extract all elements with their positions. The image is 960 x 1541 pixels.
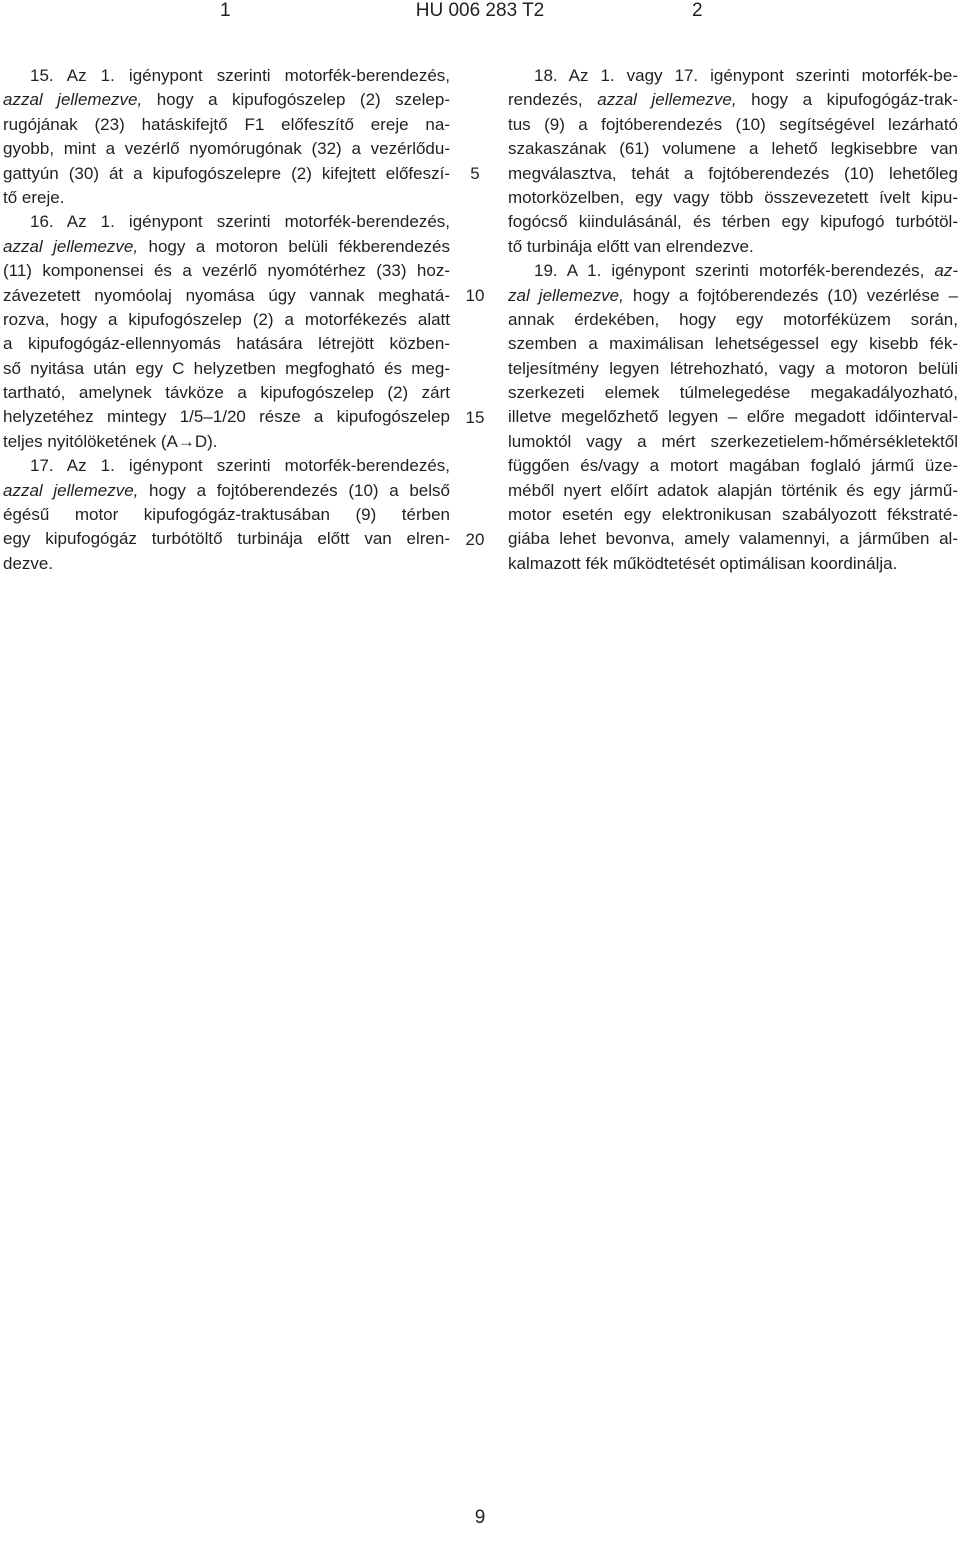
claim-line: tartható, amelynek távköze a kipufogószelep (2) zárt (3, 383, 450, 403)
claim-line: rugójának (23) hatáskifejtő F1 előfeszítő ereje na- (3, 114, 450, 134)
claim-line: teljes nyitólöketének (A→D). (3, 431, 218, 451)
claim-line: illetve megelőzhető legyen – előre megadott időinterval- (508, 407, 958, 427)
header-page-right: 2 (692, 0, 703, 21)
claim-line: függően és/vagy a motort magában foglaló jármű üze- (508, 456, 958, 476)
header-page-left: 1 (220, 0, 231, 21)
footer-page-number: 9 (474, 1507, 486, 1528)
claim-line: 16. Az 1. igénypont szerinti motorfék-berendezés, (30, 212, 450, 232)
claim-line: tus (9) a fojtóberendezés (10) segítségével lezárható (508, 114, 958, 134)
claim-line: motor esetén egy elektronikusan szabályozott fékstraté- (508, 505, 958, 525)
claim-line: giába lehet bevonva, amely valamennyi, a járműben al- (508, 529, 958, 549)
claim-line: ső nyitása után egy C helyzetben megfogható és meg- (3, 358, 450, 378)
claim-line: gattyún (30) át a kipufogószelepre (2) kifejtett előfeszí- (3, 163, 450, 183)
claim-line: szakaszának (61) volumene a lehető legkisebbre van (508, 139, 958, 159)
right-column (508, 64, 958, 576)
claim-line: gyobb, mint a vezérlő nyomórugónak (32) a vezérlődu- (3, 139, 450, 159)
claim-line: méből nyert előírt adatok alapján történik és egy jármű- (508, 480, 958, 500)
claim-line: 18. Az 1. vagy 17. igénypont szerinti motorfék-be- (534, 66, 958, 85)
claim-line: lumoktól vagy a mért szerkezetielem-hőmérsékletektől (508, 431, 958, 451)
claim-line: egy kipufogógáz turbótöltő turbinája előtt van elren- (3, 529, 450, 549)
claim-line: kalmazott fék működtetését optimálisan koordinálja. (508, 553, 898, 573)
claim-line: megválasztva, tehát a fojtóberendezés (10) lehetőleg (508, 163, 958, 183)
left-column (3, 64, 450, 576)
claim-line: tő turbinája előtt van elrendezve. (508, 236, 754, 256)
claim-line: 17. Az 1. igénypont szerinti motorfék-berendezés, (30, 456, 450, 476)
claim-line: helyzetéhez mintegy 1/5–1/20 része a kipufogószelep (3, 407, 450, 427)
header-document-id: HU 006 283 T2 (415, 0, 545, 21)
claim-line: azzal jellemezve, hogy a kipufogószelep (2) szelep- (3, 90, 450, 110)
line-number: 20 (465, 530, 485, 549)
claim-line: égésű motor kipufogógáz-traktusában (9) térben (3, 505, 450, 525)
claim-line: szerkezeti elemek túlmelegedése megakadályozható, (508, 383, 958, 403)
claim-line: zal jellemezve, hogy a fojtóberendezés (10) vezérlése – (508, 285, 958, 305)
line-number: 10 (465, 286, 485, 305)
claim-line: rendezés, azzal jellemezve, hogy a kipufogógáz-trak- (508, 90, 958, 110)
claim-line: annak érdekében, hogy egy motorféküzem során, (508, 309, 958, 329)
claim-line: 19. A 1. igénypont szerinti motorfék-berendezés, az- (534, 261, 958, 281)
claim-line: závezetett nyomóolaj nyomása úgy vannak meghatá- (3, 285, 450, 305)
claim-line: dezve. (3, 553, 54, 573)
claim-line: azzal jellemezve, hogy a motoron belüli fékberendezés (3, 236, 450, 256)
claim-line: azzal jellemezve, hogy a fojtóberendezés (10) a belső (3, 480, 450, 500)
claim-line: fogócső kiindulásánál, és térben egy kipufogó turbótöl- (508, 212, 958, 232)
claim-line: rozva, hogy a kipufogószelep (2) a motorfékezés alatt (3, 309, 450, 329)
claim-line: tő ereje. (3, 187, 65, 207)
claim-line: (11) komponensei és a vezérlő nyomótérhez (33) hoz- (3, 261, 450, 281)
claim-line: teljesítmény legyen létrehozható, vagy a motoron belüli (508, 358, 958, 378)
claim-line: motorközelben, egy vagy több összevezetett ívelt kipu- (508, 187, 958, 207)
claim-line: szemben a maximálisan lehetségessel egy kisebb fék- (508, 334, 958, 354)
line-number: 15 (465, 408, 485, 427)
claim-line: 15. Az 1. igénypont szerinti motorfék-berendezés, (30, 66, 450, 85)
line-number: 5 (470, 164, 480, 183)
claim-line: a kipufogógáz-ellennyomás hatására létrejött közben- (3, 334, 450, 354)
